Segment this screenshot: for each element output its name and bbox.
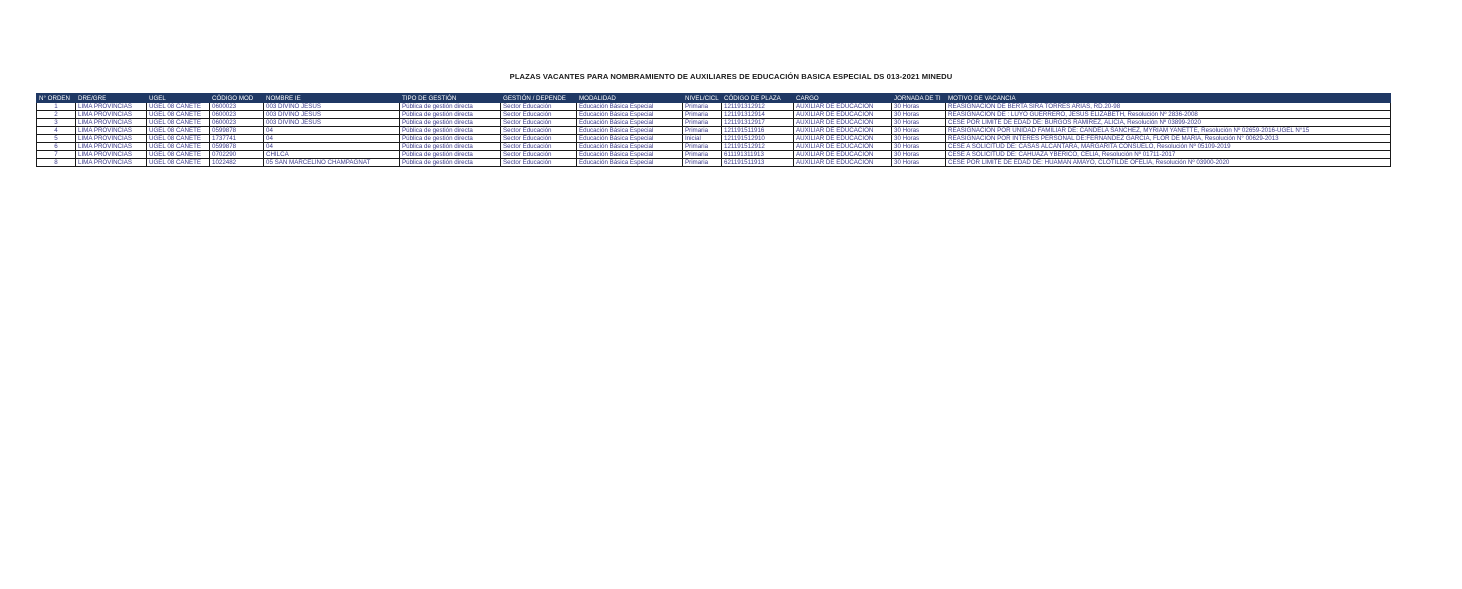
column-header-motivo-vacancia: MOTIVO DE VACANCIA bbox=[946, 94, 1391, 103]
cell-codigo-plaza: 121191512912 bbox=[722, 143, 794, 151]
table-row bbox=[37, 143, 1391, 151]
cell-motivo-vacancia: CESE POR LIMITE DE EDAD DE: BURGOS RAMIREZ, ALICIA, Resolución Nº 03899-2020 bbox=[946, 119, 1391, 127]
cell-modalidad: Educación Básica Especial bbox=[577, 135, 683, 143]
cell-codigo-mod: 0599878 bbox=[210, 143, 264, 151]
table-header-row bbox=[37, 94, 1391, 103]
cell-ugel: UGEL 08 CAÑETE bbox=[147, 111, 210, 119]
cell-cargo: AUXILIAR DE EDUCACION bbox=[794, 119, 892, 127]
vacancies-table bbox=[36, 93, 1391, 167]
cell-nombre-ie: 04 bbox=[264, 135, 400, 143]
cell-n-orden: 1 bbox=[37, 103, 76, 111]
cell-jornada: 30 Horas bbox=[892, 135, 946, 143]
cell-gestion-depende: Sector Educación bbox=[501, 151, 577, 159]
cell-codigo-plaza: 611191311913 bbox=[722, 151, 794, 159]
cell-tipo-gestion: Pública de gestión directa bbox=[400, 135, 501, 143]
cell-cargo: AUXILIAR DE EDUCACION bbox=[794, 151, 892, 159]
column-header-codigo-mod: CÓDIGO MOD bbox=[210, 94, 264, 103]
cell-codigo-mod: 0600023 bbox=[210, 111, 264, 119]
cell-ugel: UGEL 08 CAÑETE bbox=[147, 127, 210, 135]
cell-dre-gre: LIMA PROVINCIAS bbox=[76, 159, 147, 167]
cell-codigo-mod: 0702290 bbox=[210, 151, 264, 159]
cell-dre-gre: LIMA PROVINCIAS bbox=[76, 135, 147, 143]
cell-codigo-mod: 0600023 bbox=[210, 119, 264, 127]
cell-tipo-gestion: Pública de gestión directa bbox=[400, 103, 501, 111]
cell-codigo-plaza: 121191512910 bbox=[722, 135, 794, 143]
cell-modalidad: Educación Básica Especial bbox=[577, 151, 683, 159]
cell-cargo: AUXILIAR DE EDUCACION bbox=[794, 111, 892, 119]
cell-nombre-ie: 003 DIVINO JESUS bbox=[264, 111, 400, 119]
cell-ugel: UGEL 08 CAÑETE bbox=[147, 159, 210, 167]
cell-nivel-ciclo: Primaria bbox=[683, 143, 722, 151]
cell-ugel: UGEL 08 CAÑETE bbox=[147, 135, 210, 143]
cell-modalidad: Educación Básica Especial bbox=[577, 127, 683, 135]
table-row bbox=[37, 159, 1391, 167]
cell-codigo-plaza: 121191312914 bbox=[722, 111, 794, 119]
cell-gestion-depende: Sector Educación bbox=[501, 127, 577, 135]
column-header-cargo: CARGO bbox=[794, 94, 892, 103]
cell-n-orden: 5 bbox=[37, 135, 76, 143]
column-header-tipo-gestion: TIPO DE GESTIÓN bbox=[400, 94, 501, 103]
cell-n-orden: 7 bbox=[37, 151, 76, 159]
column-header-ugel: UGEL bbox=[147, 94, 210, 103]
cell-gestion-depende: Sector Educación bbox=[501, 159, 577, 167]
table-body bbox=[37, 103, 1391, 167]
cell-codigo-mod: 0599878 bbox=[210, 127, 264, 135]
table-row bbox=[37, 135, 1391, 143]
cell-gestion-depende: Sector Educación bbox=[501, 111, 577, 119]
table-row bbox=[37, 127, 1391, 135]
cell-nombre-ie: 04 bbox=[264, 127, 400, 135]
cell-cargo: AUXILIAR DE EDUCACION bbox=[794, 135, 892, 143]
cell-jornada: 30 Horas bbox=[892, 159, 946, 167]
cell-ugel: UGEL 08 CAÑETE bbox=[147, 103, 210, 111]
cell-motivo-vacancia: REASIGNACION DE : LUYO GUERRERO, JESUS ELIZABETH, Resolución Nº 2836-2008 bbox=[946, 111, 1391, 119]
cell-codigo-mod: 1022482 bbox=[210, 159, 264, 167]
cell-nombre-ie: 003 DIVINO JESUS bbox=[264, 119, 400, 127]
table-row bbox=[37, 119, 1391, 127]
cell-jornada: 30 Horas bbox=[892, 151, 946, 159]
cell-gestion-depende: Sector Educación bbox=[501, 135, 577, 143]
table-row bbox=[37, 103, 1391, 111]
table-row bbox=[37, 111, 1391, 119]
cell-motivo-vacancia: REASIGNACION POR INTERES PERSONAL DE:FERNANDEZ GARCIA, FLOR DE MARIA, Resolución N° 00629-2013 bbox=[946, 135, 1391, 143]
cell-ugel: UGEL 08 CAÑETE bbox=[147, 119, 210, 127]
cell-nombre-ie: 05 SAN MARCELINO CHAMPAGNAT bbox=[264, 159, 400, 167]
cell-nivel-ciclo: Primaria bbox=[683, 111, 722, 119]
cell-gestion-depende: Sector Educación bbox=[501, 143, 577, 151]
cell-cargo: AUXILIAR DE EDUCACION bbox=[794, 143, 892, 151]
cell-nivel-ciclo: Primaria bbox=[683, 159, 722, 167]
cell-nombre-ie: 003 DIVINO JESUS bbox=[264, 103, 400, 111]
cell-gestion-depende: Sector Educación bbox=[501, 119, 577, 127]
cell-cargo: AUXILIAR DE EDUCACION bbox=[794, 159, 892, 167]
cell-motivo-vacancia: REASIGNACION POR UNIDAD FAMILIAR DE: CANDELA SANCHEZ, MYRIAM YANETTE, Resolución Nº 02659-2016-UGEL N°15 bbox=[946, 127, 1391, 135]
cell-modalidad: Educación Básica Especial bbox=[577, 143, 683, 151]
cell-dre-gre: LIMA PROVINCIAS bbox=[76, 143, 147, 151]
cell-modalidad: Educación Básica Especial bbox=[577, 159, 683, 167]
cell-codigo-plaza: 121191312912 bbox=[722, 103, 794, 111]
cell-modalidad: Educación Básica Especial bbox=[577, 119, 683, 127]
column-header-dre-gre: DRE/GRE bbox=[76, 94, 147, 103]
cell-codigo-plaza: 121191511916 bbox=[722, 127, 794, 135]
column-header-nivel-ciclo: NIVEL/CICL bbox=[683, 94, 722, 103]
cell-jornada: 30 Horas bbox=[892, 143, 946, 151]
cell-nivel-ciclo: Primaria bbox=[683, 151, 722, 159]
cell-cargo: AUXILIAR DE EDUCACION bbox=[794, 103, 892, 111]
cell-nivel-ciclo: Primaria bbox=[683, 103, 722, 111]
column-header-jornada: JORNADA DE TI bbox=[892, 94, 946, 103]
table-row bbox=[37, 151, 1391, 159]
cell-modalidad: Educación Básica Especial bbox=[577, 103, 683, 111]
cell-codigo-mod: 1737741 bbox=[210, 135, 264, 143]
cell-modalidad: Educación Básica Especial bbox=[577, 111, 683, 119]
cell-nivel-ciclo: Primaria bbox=[683, 127, 722, 135]
column-header-gestion-depende: GESTIÓN / DEPENDE bbox=[501, 94, 577, 103]
cell-motivo-vacancia: CESE A SOLICITUD DE: CAHUAZA YBERICO, CELIA, Resolución Nº 01711-2017 bbox=[946, 151, 1391, 159]
cell-dre-gre: LIMA PROVINCIAS bbox=[76, 151, 147, 159]
cell-nivel-ciclo: Primaria bbox=[683, 119, 722, 127]
cell-n-orden: 4 bbox=[37, 127, 76, 135]
cell-jornada: 30 Horas bbox=[892, 103, 946, 111]
cell-codigo-mod: 0600023 bbox=[210, 103, 264, 111]
cell-ugel: UGEL 08 CAÑETE bbox=[147, 143, 210, 151]
cell-nombre-ie: CHILCA bbox=[264, 151, 400, 159]
cell-jornada: 30 Horas bbox=[892, 127, 946, 135]
cell-tipo-gestion: Pública de gestión directa bbox=[400, 143, 501, 151]
cell-dre-gre: LIMA PROVINCIAS bbox=[76, 111, 147, 119]
cell-n-orden: 2 bbox=[37, 111, 76, 119]
column-header-n-orden: N° ORDEN bbox=[37, 94, 76, 103]
cell-dre-gre: LIMA PROVINCIAS bbox=[76, 127, 147, 135]
cell-motivo-vacancia: REASIGNACION DE BERTA SIRA TORRES ARIAS, RD.20-98 bbox=[946, 103, 1391, 111]
cell-dre-gre: LIMA PROVINCIAS bbox=[76, 103, 147, 111]
cell-tipo-gestion: Pública de gestión directa bbox=[400, 127, 501, 135]
cell-jornada: 30 Horas bbox=[892, 119, 946, 127]
cell-dre-gre: LIMA PROVINCIAS bbox=[76, 119, 147, 127]
column-header-modalidad: MODALIDAD bbox=[577, 94, 683, 103]
cell-jornada: 30 Horas bbox=[892, 111, 946, 119]
cell-n-orden: 3 bbox=[37, 119, 76, 127]
column-header-codigo-plaza: CÓDIGO DE PLAZA bbox=[722, 94, 794, 103]
cell-motivo-vacancia: CESE A SOLICITUD DE: CASAS ALCANTARA, MARGARITA CONSUELO, Resolución Nº 05109-2019 bbox=[946, 143, 1391, 151]
column-header-nombre-ie: NOMBRE IE bbox=[264, 94, 400, 103]
cell-cargo: AUXILIAR DE EDUCACION bbox=[794, 127, 892, 135]
cell-tipo-gestion: Pública de gestión directa bbox=[400, 111, 501, 119]
cell-nivel-ciclo: Inicial bbox=[683, 135, 722, 143]
cell-tipo-gestion: Pública de gestión directa bbox=[400, 159, 501, 167]
page-title: PLAZAS VACANTES PARA NOMBRAMIENTO DE AUXILIARES DE EDUCACIÓN BASICA ESPECIAL DS 013-2021 MINEDU bbox=[509, 72, 953, 81]
cell-gestion-depende: Sector Educación bbox=[501, 103, 577, 111]
cell-codigo-plaza: 121191312917 bbox=[722, 119, 794, 127]
cell-codigo-plaza: 621191511913 bbox=[722, 159, 794, 167]
cell-tipo-gestion: Pública de gestión directa bbox=[400, 119, 501, 127]
cell-ugel: UGEL 08 CAÑETE bbox=[147, 151, 210, 159]
cell-nombre-ie: 04 bbox=[264, 143, 400, 151]
cell-n-orden: 6 bbox=[37, 143, 76, 151]
cell-motivo-vacancia: CESE POR LIMITE DE EDAD DE: HUAMAN AMAYO, CLOTILDE OFELIA, Resolución Nº 03900-2020 bbox=[946, 159, 1391, 167]
cell-tipo-gestion: Pública de gestión directa bbox=[400, 151, 501, 159]
cell-n-orden: 8 bbox=[37, 159, 76, 167]
